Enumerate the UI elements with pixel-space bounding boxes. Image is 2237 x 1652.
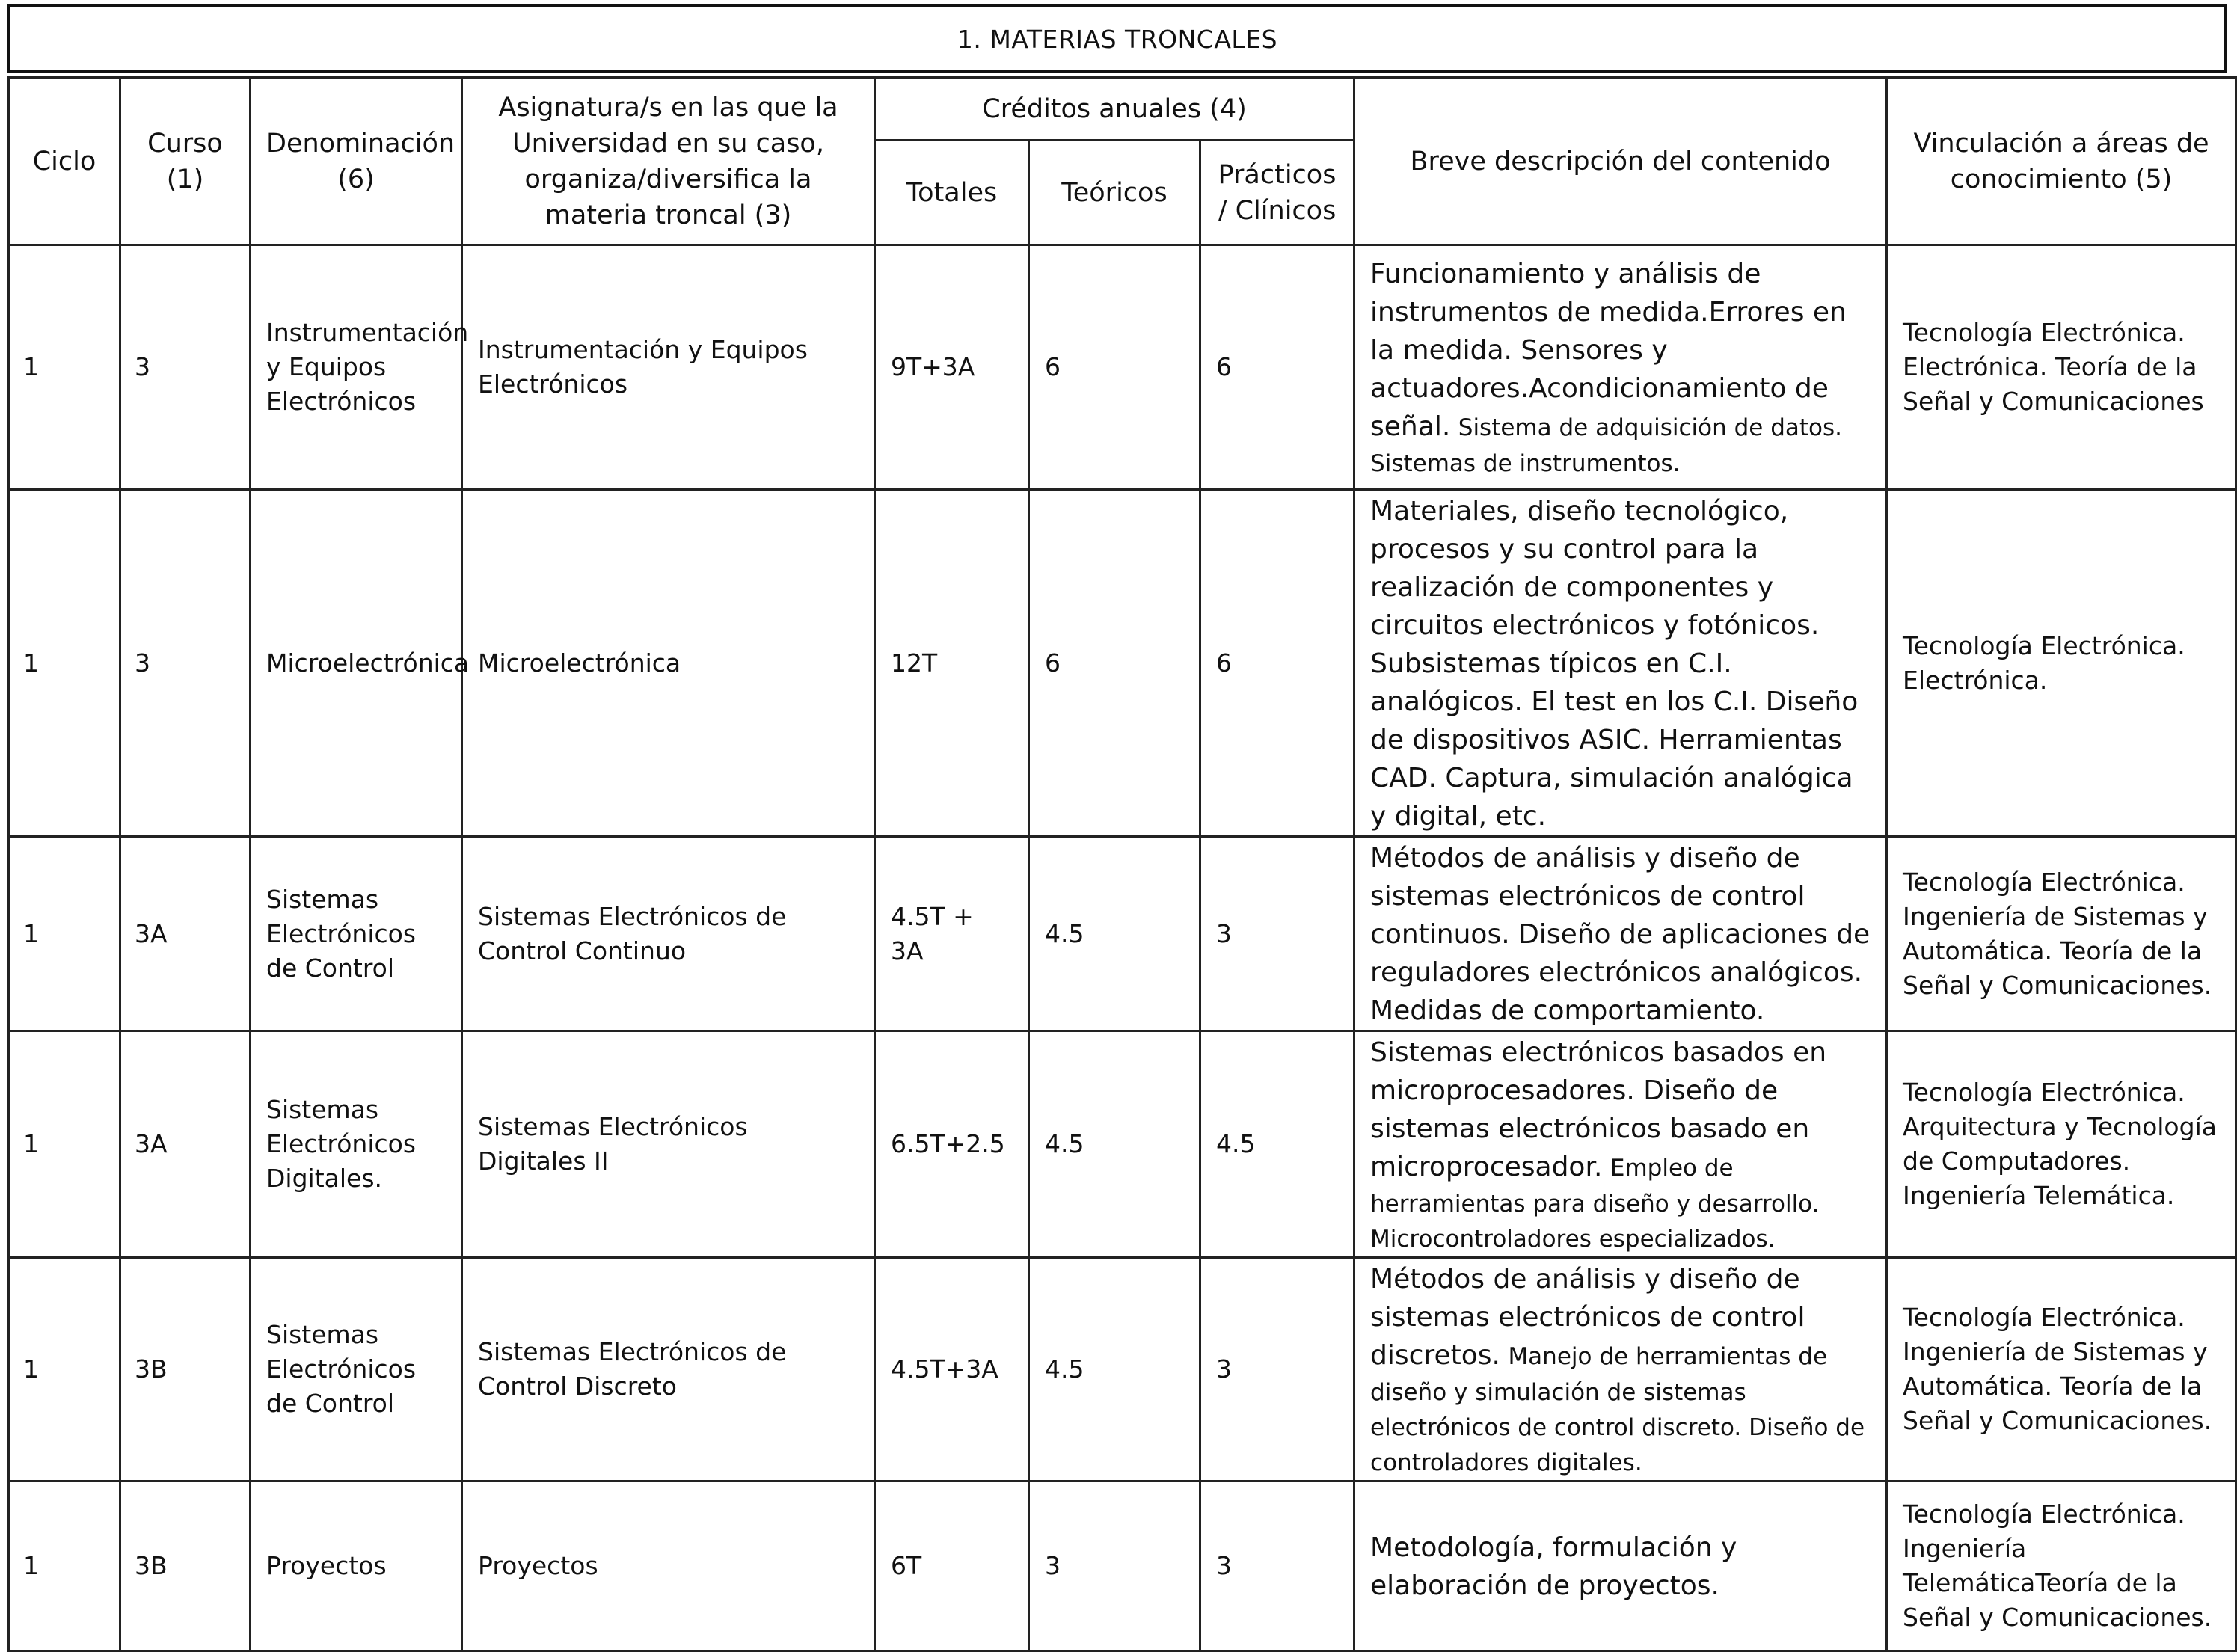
- cell-denominacion: Instrumentación y Equipos Electrónicos: [251, 245, 462, 490]
- header-practicos: Prácticos / Clínicos: [1200, 141, 1354, 245]
- table-title: 1. MATERIAS TRONCALES: [7, 4, 2227, 73]
- cell-curso: 3: [120, 490, 251, 837]
- cell-denominacion: Sistemas Electrónicos de Control: [251, 1258, 462, 1481]
- table-row: [9, 490, 2236, 837]
- cell-ciclo: 1: [9, 1481, 120, 1651]
- cell-descripcion: [1354, 837, 1887, 1031]
- cell-practicos: 4.5: [1200, 1031, 1354, 1258]
- cell-vinculacion: Tecnología Electrónica. Arquitectura y Tecnología de Computadores. Ingeniería Telemática.: [1887, 1031, 2236, 1258]
- cell-totales: 4.5T + 3A: [875, 837, 1029, 1031]
- header-ciclo: Ciclo: [9, 78, 120, 245]
- cell-vinculacion: Tecnología Electrónica. Electrónica.: [1887, 490, 2236, 837]
- cell-descripcion: [1354, 1481, 1887, 1651]
- table-row: [9, 245, 2236, 490]
- header-totales: Totales: [875, 141, 1029, 245]
- cell-vinculacion: Tecnología Electrónica. Electrónica. Teoría de la Señal y Comunicaciones: [1887, 245, 2236, 490]
- cell-descripcion: [1354, 1258, 1887, 1481]
- cell-denominacion: Microelectrónica: [251, 490, 462, 837]
- header-curso-note: (1): [166, 164, 204, 194]
- cell-practicos: 6: [1200, 245, 1354, 490]
- cell-curso: 3B: [120, 1481, 251, 1651]
- cell-teoricos: 6: [1029, 245, 1200, 490]
- header-teoricos: Teóricos: [1029, 141, 1200, 245]
- cell-ciclo: 1: [9, 490, 120, 837]
- cell-practicos: 3: [1200, 837, 1354, 1031]
- cell-teoricos: 4.5: [1029, 1031, 1200, 1258]
- cell-denominacion: Sistemas Electrónicos de Control: [251, 837, 462, 1031]
- cell-totales: 4.5T+3A: [875, 1258, 1029, 1481]
- cell-denominacion: Proyectos: [251, 1481, 462, 1651]
- cell-ciclo: 1: [9, 1031, 120, 1258]
- cell-curso: 3B: [120, 1258, 251, 1481]
- cell-descripcion: [1354, 1031, 1887, 1258]
- cell-totales: 6.5T+2.5: [875, 1031, 1029, 1258]
- header-denominacion-note: (6): [337, 164, 375, 194]
- descripcion-main: Métodos de análisis y diseño de sistemas electrónicos de control discretos.: [1370, 1264, 1805, 1371]
- header-curso: [120, 78, 251, 245]
- cell-totales: 9T+3A: [875, 245, 1029, 490]
- table-row: [9, 1481, 2236, 1651]
- cell-asignatura: Proyectos: [462, 1481, 875, 1651]
- cell-asignatura: Sistemas Electrónicos de Control Discreto: [462, 1258, 875, 1481]
- descripcion-main: Materiales, diseño tecnológico, procesos y su control para la realización de componentes y circuitos electrónicos y fotónicos. Subsistemas típicos en C.I. analógicos. El test en los C.I. Diseño de dispositivos ASIC. Herramientas CAD. Captura, simulación analógica y digital, etc.: [1370, 496, 1859, 832]
- cell-curso: 3A: [120, 1031, 251, 1258]
- descripcion-main: Métodos de análisis y diseño de sistemas electrónicos de control continuos. Diseño de aplicaciones de reguladores electrónicos analógicos. Medidas de comportamiento.: [1370, 843, 1871, 1026]
- cell-curso: 3: [120, 245, 251, 490]
- cell-denominacion: Sistemas Electrónicos Digitales.: [251, 1031, 462, 1258]
- cell-practicos: 3: [1200, 1258, 1354, 1481]
- cell-totales: 6T: [875, 1481, 1029, 1651]
- cell-teoricos: 3: [1029, 1481, 1200, 1651]
- materias-table: [7, 76, 2237, 1652]
- cell-descripcion: [1354, 490, 1887, 837]
- descripcion-main: Metodología, formulación y elaboración de proyectos.: [1370, 1532, 1737, 1601]
- cell-ciclo: 1: [9, 1258, 120, 1481]
- descripcion-detail: Empleo de herramientas para diseño y desarrollo. Microcontroladores especializados.: [1370, 1155, 1820, 1253]
- table-row: [9, 1031, 2236, 1258]
- table-row: [9, 1258, 2236, 1481]
- header-asignatura: Asignatura/s en las que la Universidad en su caso, organiza/diversifica la materia troncal (3): [462, 78, 875, 245]
- cell-teoricos: 6: [1029, 490, 1200, 837]
- header-descripcion: Breve descripción del contenido: [1354, 78, 1887, 245]
- cell-teoricos: 4.5: [1029, 1258, 1200, 1481]
- cell-vinculacion: Tecnología Electrónica. Ingeniería de Sistemas y Automática. Teoría de la Señal y Comunicaciones.: [1887, 837, 2236, 1031]
- cell-vinculacion: Tecnología Electrónica. Ingeniería de Sistemas y Automática. Teoría de la Señal y Comunicaciones.: [1887, 1258, 2236, 1481]
- descripcion-detail: Manejo de herramientas de diseño y simulación de sistemas electrónicos de control discreto. Diseño de controladores digitales.: [1370, 1343, 1865, 1476]
- cell-asignatura: Microelectrónica: [462, 490, 875, 837]
- cell-descripcion: [1354, 245, 1887, 490]
- header-denominacion: [251, 78, 462, 245]
- cell-curso: 3A: [120, 837, 251, 1031]
- header-creditos: Créditos anuales (4): [875, 78, 1354, 141]
- cell-practicos: 3: [1200, 1481, 1354, 1651]
- document-page: [7, 4, 2235, 1652]
- descripcion-main: Funcionamiento y análisis de instrumentos de medida.Errores en la medida. Sensores y actuadores.Acondicionamiento de señal.: [1370, 259, 1847, 442]
- descripcion-detail: Sistema de adquisición de datos. Sistemas de instrumentos.: [1370, 414, 1842, 477]
- header-vinculacion: Vinculación a áreas de conocimiento (5): [1887, 78, 2236, 245]
- descripcion-main: Sistemas electrónicos basados en microprocesadores. Diseño de sistemas electrónicos basado en microprocesador.: [1370, 1037, 1827, 1182]
- cell-teoricos: 4.5: [1029, 837, 1200, 1031]
- header-denominacion-label: Denominación: [266, 128, 455, 159]
- cell-asignatura: Sistemas Electrónicos Digitales II: [462, 1031, 875, 1258]
- cell-vinculacion: Tecnología Electrónica. Ingeniería TelemáticaTeoría de la Señal y Comunicaciones.: [1887, 1481, 2236, 1651]
- cell-ciclo: 1: [9, 245, 120, 490]
- cell-ciclo: 1: [9, 837, 120, 1031]
- cell-totales: 12T: [875, 490, 1029, 837]
- table-row: [9, 837, 2236, 1031]
- cell-practicos: 6: [1200, 490, 1354, 837]
- cell-asignatura: Sistemas Electrónicos de Control Continuo: [462, 837, 875, 1031]
- header-curso-label: Curso: [147, 128, 223, 159]
- cell-asignatura: Instrumentación y Equipos Electrónicos: [462, 245, 875, 490]
